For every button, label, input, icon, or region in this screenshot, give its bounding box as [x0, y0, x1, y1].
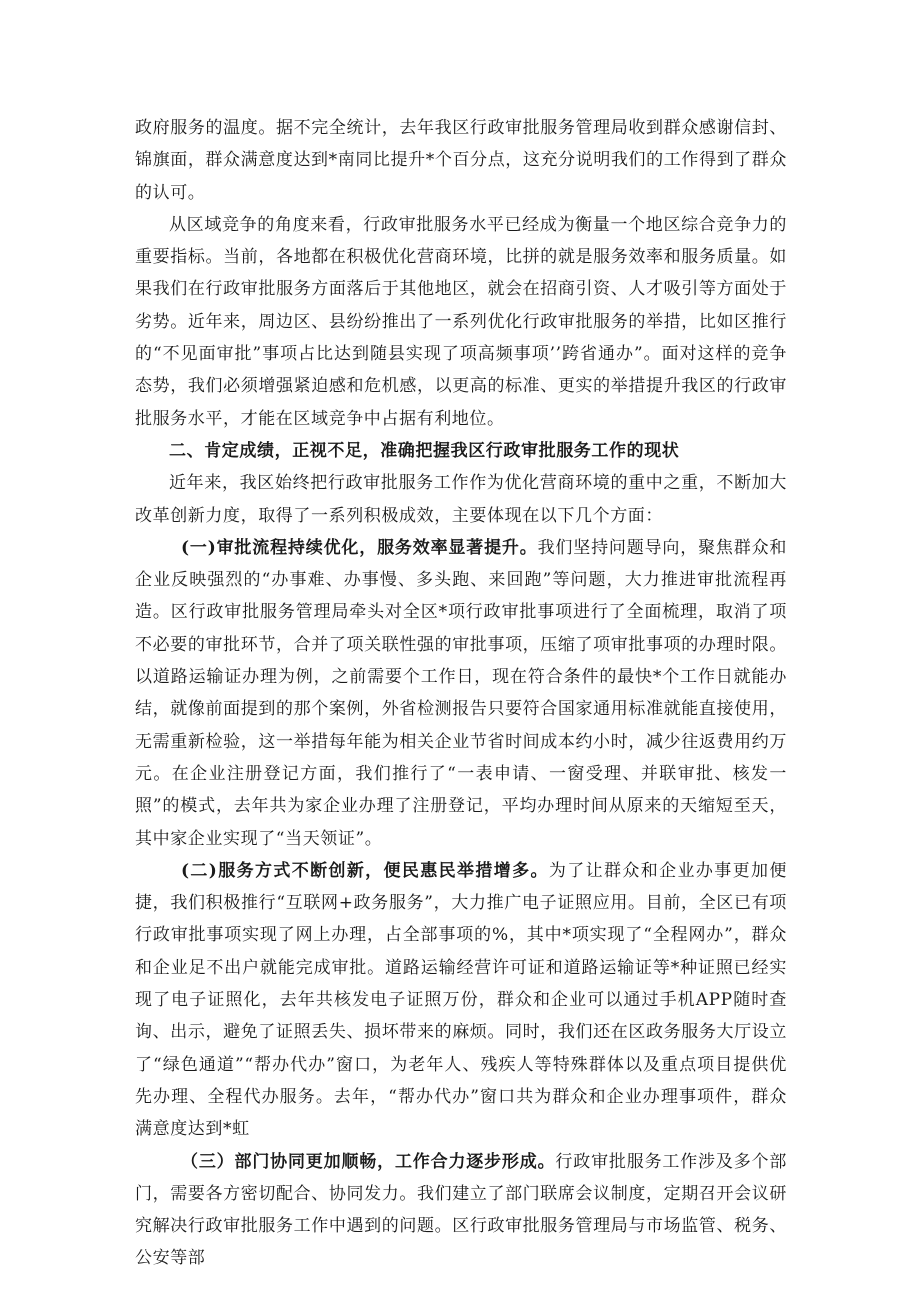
paragraph-point-1 [135, 532, 787, 855]
point-3-body: 行政审批服务工作涉及多个部门，需要各方密切配合、协同发力。我们建立了部门联席会议制度，定期召开会议研究解决行政审批服务工作中遇到的问题。区行政审批服务管理局与市场监管、税务、公安等部 [135, 1151, 787, 1269]
point-2-lead: (二)服务方式不断创新，便民惠民举措增多。 [181, 860, 549, 881]
point-1-body: 我们坚持问题导向，聚焦群众和企业反映强烈的“办事难、办事慢、多头跑、来回跑”等问题，大力推进审批流程再造。区行政审批服务管理局牵头对全区*项行政审批事项进行了全面梳理，取消了项不必要的审批环节，合并了项关联性强的审批事项，压缩了项审批事项的办理时限。以道路运输证办理为例，之前需要个工作日，现在符合条件的最快*个工作日就能办结，就像前面提到的那个案例，外省检测报告只要符合国家通用标准就能直接使用，无需重新检验，这一举措每年能为相关企业节省时间成本约小时，减少往返费用约万元。在企业注册登记方面，我们推行了“一表申请、一窗受理、并联审批、核发一照”的模式，去年共为家企业办理了注册登记，平均办理时间从原来的天缩短至天，其中家企业实现了“当天领证”。 [135, 537, 788, 849]
paragraph-achievements-intro: 近年来，我区始终把行政审批服务工作作为优化营商环境的重中之重，不断加大改革创新力度，取得了一系列积极成效，主要体现在以下几个方面： [135, 473, 787, 526]
point-2-body: 为了让群众和企业办事更加便捷，我们积极推行“互联网+政务服务”，大力推广电子证照应用。目前，全区已有项行政审批事项实现了网上办理，占全部事项的%，其中*项实现了“全程网办”，群众和企业足不出户就能完成审批。道路运输经营许可证和道路运输证等*种证照已经实现了电子证照化，去年共核发电子证照万份，群众和企业可以通过手机APP随时查询、出示，避免了证照丢失、损坏带来的麻烦。同时，我们还在区政务服务大厅设立了“绿色通道”“帮办代办”窗口，为老年人、残疾人等特殊群体以及重点项目提供优先办理、全程代办服务。去年，“帮办代办”窗口共为群众和企业办理事项件，群众满意度达到*虹 [135, 860, 787, 1140]
section-heading-2: 二、肯定成绩，正视不足，准确把握我区行政审批服务工作的现状 [169, 440, 680, 461]
point-3-lead: （三）部门协同更加顺畅，工作合力逐步形成。 [181, 1151, 556, 1172]
paragraph-point-3 [135, 1146, 787, 1275]
point-1-lead: (一)审批流程持续优化，服务效率显著提升。 [181, 537, 538, 558]
paragraph-intro-continuation: 政府服务的温度。据不完全统计，去年我区行政审批服务管理局收到群众感谢信封、锦旗面，群众满意度达到*南同比提升*个百分点，这充分说明我们的工作得到了群众的认可。 [135, 118, 787, 203]
paragraph-regional-competition: 从区域竞争的角度来看，行政审批服务水平已经成为衡量一个地区综合竞争力的重要指标。当前，各地都在积极优化营商环境，比拼的就是服务效率和服务质量。如果我们在行政审批服务方面落后于其他地区，就会在招商引资、人才吸引等方面处于劣势。近年来，周边区、县纷纷推出了一系列优化行政审批服务的举措，比如区推行的“不见面审批”事项占比达到随县实现了项高频事项’’跨省通办”。面对这样的竞争态势，我们必须增强紧迫感和危机感，以更高的标准、更实的举措提升我区的行政审批服务水平，才能在区域竞争中占据有利地位。 [135, 214, 787, 429]
paragraph-point-2 [135, 855, 787, 1146]
document-page [135, 112, 787, 1275]
